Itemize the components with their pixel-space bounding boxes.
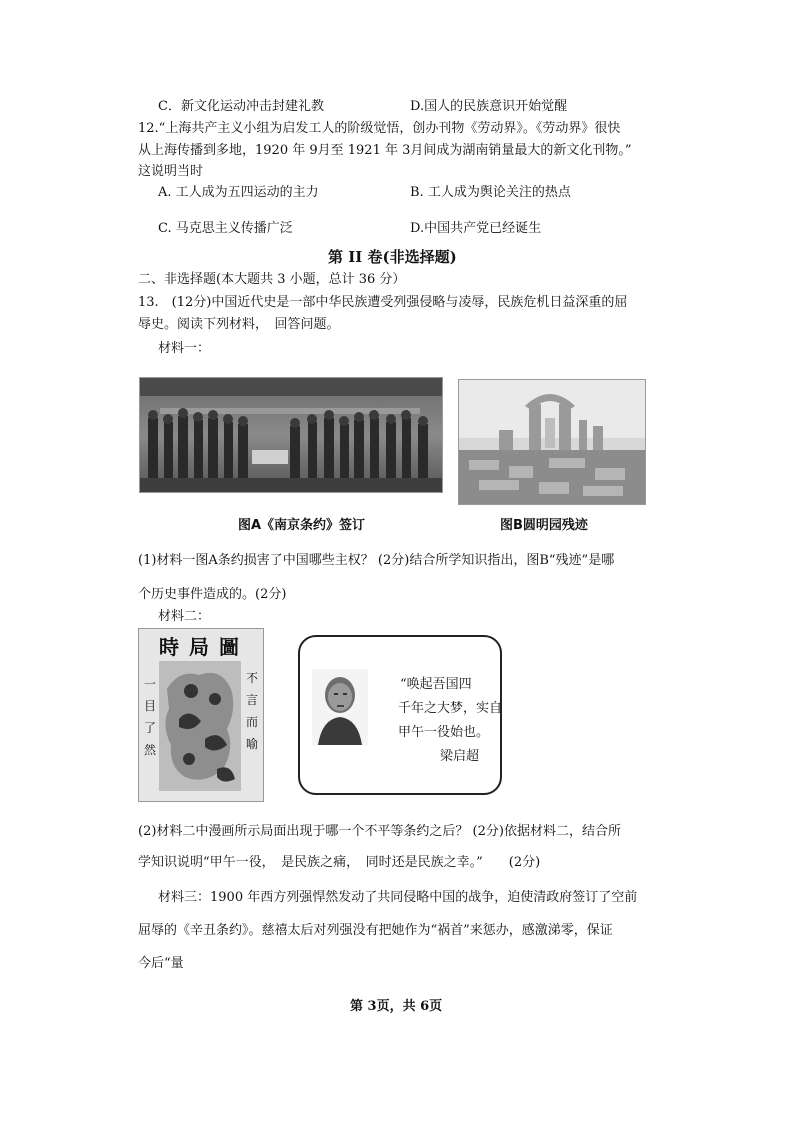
quote-author: 梁启超 (440, 749, 480, 764)
part2-header: 二、非选择题(本大题共 3 小题，总计 36 分） (138, 272, 406, 287)
part2-title: 第 II 卷(非选择题) (328, 248, 457, 266)
q11-option-c: C．新文化运动冲击封建礼教 (158, 99, 324, 114)
q12-option-a: A. 工人成为五四运动的主力 (158, 185, 319, 200)
material3-line2: 屈辱的《辛丑条约》。慈禧太后对列强没有把她作为“祸首”来惩办，感激涕零，保证 (138, 923, 613, 938)
quote-line2: 千年之大梦，实自 (398, 701, 503, 716)
q12-stem-line3: 这说明当时 (138, 164, 204, 179)
material3-line3: 今后“量 (138, 956, 184, 971)
q12-option-b: B. 工人成为舆论关注的热点 (410, 185, 571, 200)
liang-qichao-portrait (312, 669, 368, 745)
material2-label: 材料二： (158, 609, 211, 624)
yuanmingyuan-ruins-photo (458, 379, 646, 505)
q12-stem-line2: 从上海传播到多地，1920 年 9月至 1921 年 3月间成为湖南销量最大的新文化刊物。” (138, 143, 632, 158)
nanjing-treaty-photo (139, 377, 443, 493)
shiju-cartoon: 時局圖 一 目 了 然 不 言 而 喻 (138, 628, 264, 802)
caption-b: 图B圆明园残迹 (500, 518, 588, 533)
caption-a: 图A《南京条约》签订 (238, 518, 366, 533)
q13-sub1-line1: (1)材料一图A条约损害了中国哪些主权？ (2分)结合所学知识指出，图B“残迹”是哪 (138, 553, 615, 568)
quote-line1: “唤起吾国四 (400, 677, 472, 692)
material3-line1: 材料三：1900 年西方列强悍然发动了共同侵略中国的战争，迫使清政府签订了空前 (158, 890, 638, 905)
q12-option-c: C. 马克思主义传播广泛 (158, 221, 293, 236)
q13-sub1-line2: 个历史事件造成的。(2分) (138, 587, 287, 602)
q13-sub2-line1: (2)材料二中漫画所示局面出现于哪一个不平等条约之后？ (2分)依据材料二，结合所 (138, 824, 621, 839)
q13-stem-line2: 辱史。阅读下列材料， 回答问题。 (138, 317, 340, 332)
q13-sub2-line2: 学知识说明“甲午一役， 是民族之痛， 同时还是民族之幸。” (2分) (138, 855, 541, 870)
quote-line3: 甲午一役始也。 (398, 725, 490, 740)
page-footer: 第 3页，共 6页 (350, 999, 443, 1014)
cartoon-title: 時局圖 (159, 635, 249, 659)
q11-option-d: D.国人的民族意识开始觉醒 (410, 99, 568, 114)
q12-stem-line1: 12.“上海共产主义小组为启发工人的阶级觉悟，创办刊物《劳动界》。《劳动界》很快 (138, 121, 621, 136)
q12-option-d: D.中国共产党已经诞生 (410, 221, 542, 236)
q13-stem-line1: 13. (12分)中国近代史是一部中华民族遭受列强侵略与凌辱，民族危机日益深重的屈 (138, 295, 628, 310)
material1-label: 材料一： (158, 341, 211, 356)
liang-qichao-quote-box (298, 635, 502, 795)
